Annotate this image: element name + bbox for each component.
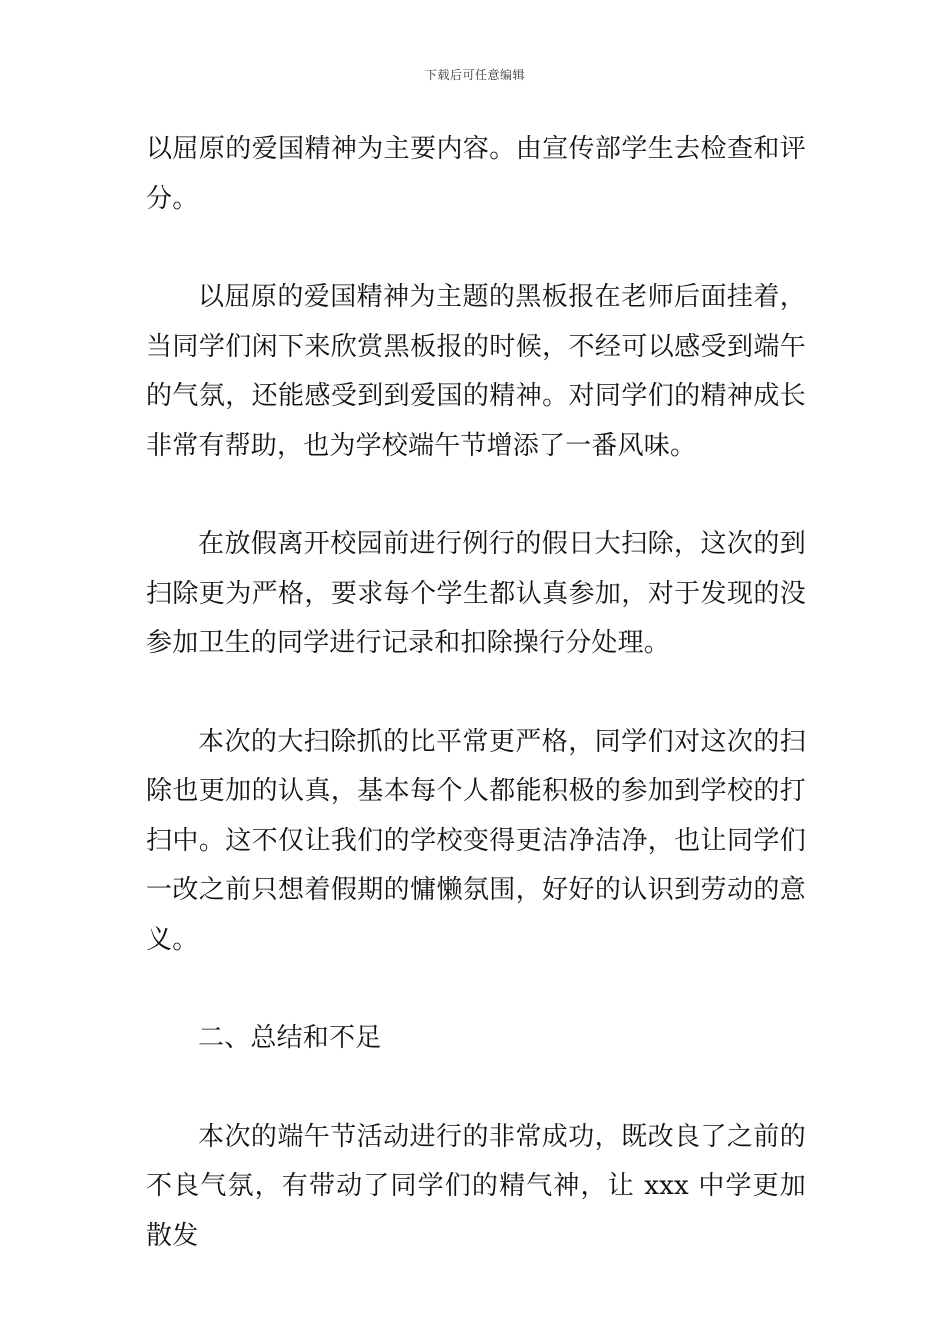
paragraph-1: 以屈原的爱国精神为主要内容。由宣传部学生去检查和评分。: [146, 134, 806, 214]
paragraph-3: 在放假离开校园前进行例行的假日大扫除，这次的到扫除更为严格，要求每个学生都认真参加，对于发现的没参加卫生的同学进行记录和扣除操行分处理。: [146, 529, 806, 658]
paragraph-4: 本次的大扫除抓的比平常更严格，同学们对这次的扫除也更加的认真，基本每个人都能积极的参加到学校的打扫中。这不仅让我们的学校变得更洁净洁净，也让同学们一改之前只想着假期的慵懒氛围，好好的认识到劳动的意义。: [146, 726, 806, 955]
paragraph-5: 本次的端午节活动进行的非常成功，既改良了之前的不良气氛，有带动了同学们的精气神，让 xxx 中学更加散发: [146, 1121, 806, 1251]
section-heading: 二、总结和不足: [198, 1023, 382, 1053]
paragraph-2: 以屈原的爱国精神为主题的黑板报在老师后面挂着，当同学们闲下来欣赏黑板报的时候，不经可以感受到端午的气氛，还能感受到到爱国的精神。对同学们的精神成长非常有帮助，也为学校端午节增添了一番风味。: [146, 282, 806, 461]
page-header: 下载后可任意编辑: [424, 68, 525, 82]
document-body: [146, 125, 806, 1310]
